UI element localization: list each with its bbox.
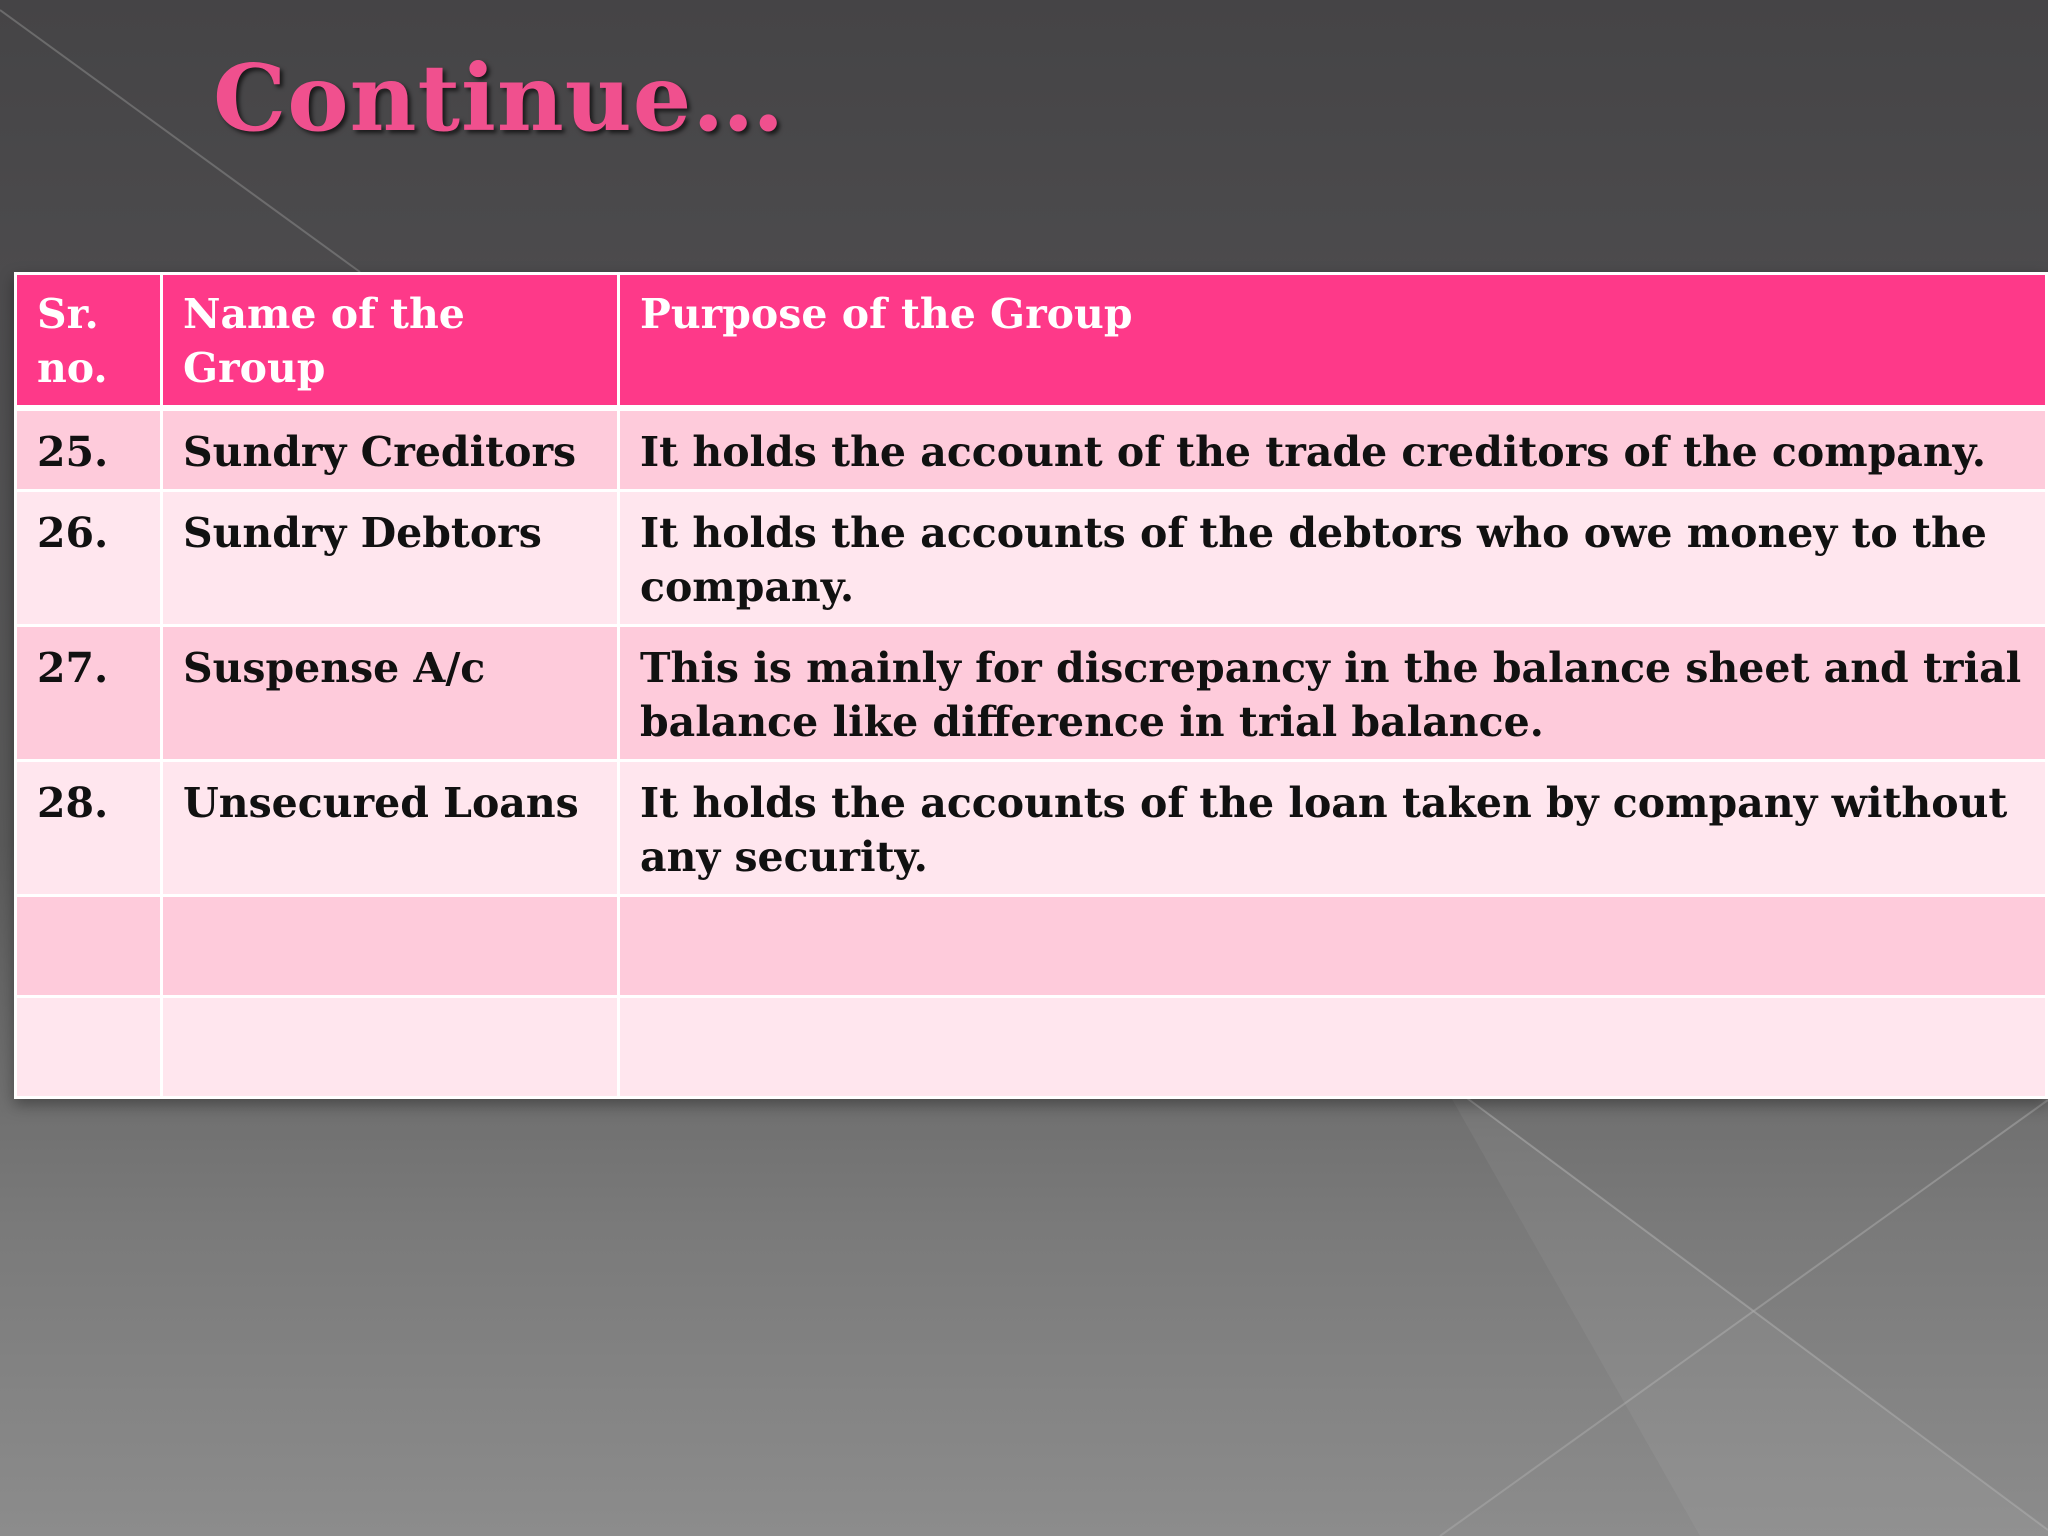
table-header-row	[16, 274, 2047, 409]
slide-title: Continue…	[213, 44, 786, 152]
empty-table-row	[16, 997, 2047, 1098]
group-purpose-cell: It holds the accounts of the loan taken by company without any security.	[619, 761, 2047, 896]
table-row	[16, 761, 2047, 896]
empty-table-row	[16, 896, 2047, 997]
empty-cell	[162, 997, 619, 1098]
sr-no-cell: 28.	[16, 761, 162, 896]
table-row	[16, 491, 2047, 626]
empty-cell	[162, 896, 619, 997]
header-sr-no: Sr. no.	[16, 274, 162, 409]
empty-cell	[16, 896, 162, 997]
group-purpose-cell: This is mainly for discrepancy in the balance sheet and trial balance like difference in trial balance.	[619, 626, 2047, 761]
sr-no-cell: 26.	[16, 491, 162, 626]
group-purpose-cell: It holds the accounts of the debtors who owe money to the company.	[619, 491, 2047, 626]
header-group-name: Name of the Group	[162, 274, 619, 409]
table-row	[16, 408, 2047, 491]
group-name-cell: Sundry Creditors	[162, 408, 619, 491]
sr-no-cell: 25.	[16, 408, 162, 491]
group-name-cell: Unsecured Loans	[162, 761, 619, 896]
header-group-purpose: Purpose of the Group	[619, 274, 2047, 409]
empty-cell	[619, 997, 2047, 1098]
account-groups-table	[14, 272, 2048, 1099]
group-purpose-cell: It holds the account of the trade creditors of the company.	[619, 408, 2047, 491]
group-name-cell: Suspense A/c	[162, 626, 619, 761]
table-row	[16, 626, 2047, 761]
empty-cell	[619, 896, 2047, 997]
empty-cell	[16, 997, 162, 1098]
group-name-cell: Sundry Debtors	[162, 491, 619, 626]
sr-no-cell: 27.	[16, 626, 162, 761]
